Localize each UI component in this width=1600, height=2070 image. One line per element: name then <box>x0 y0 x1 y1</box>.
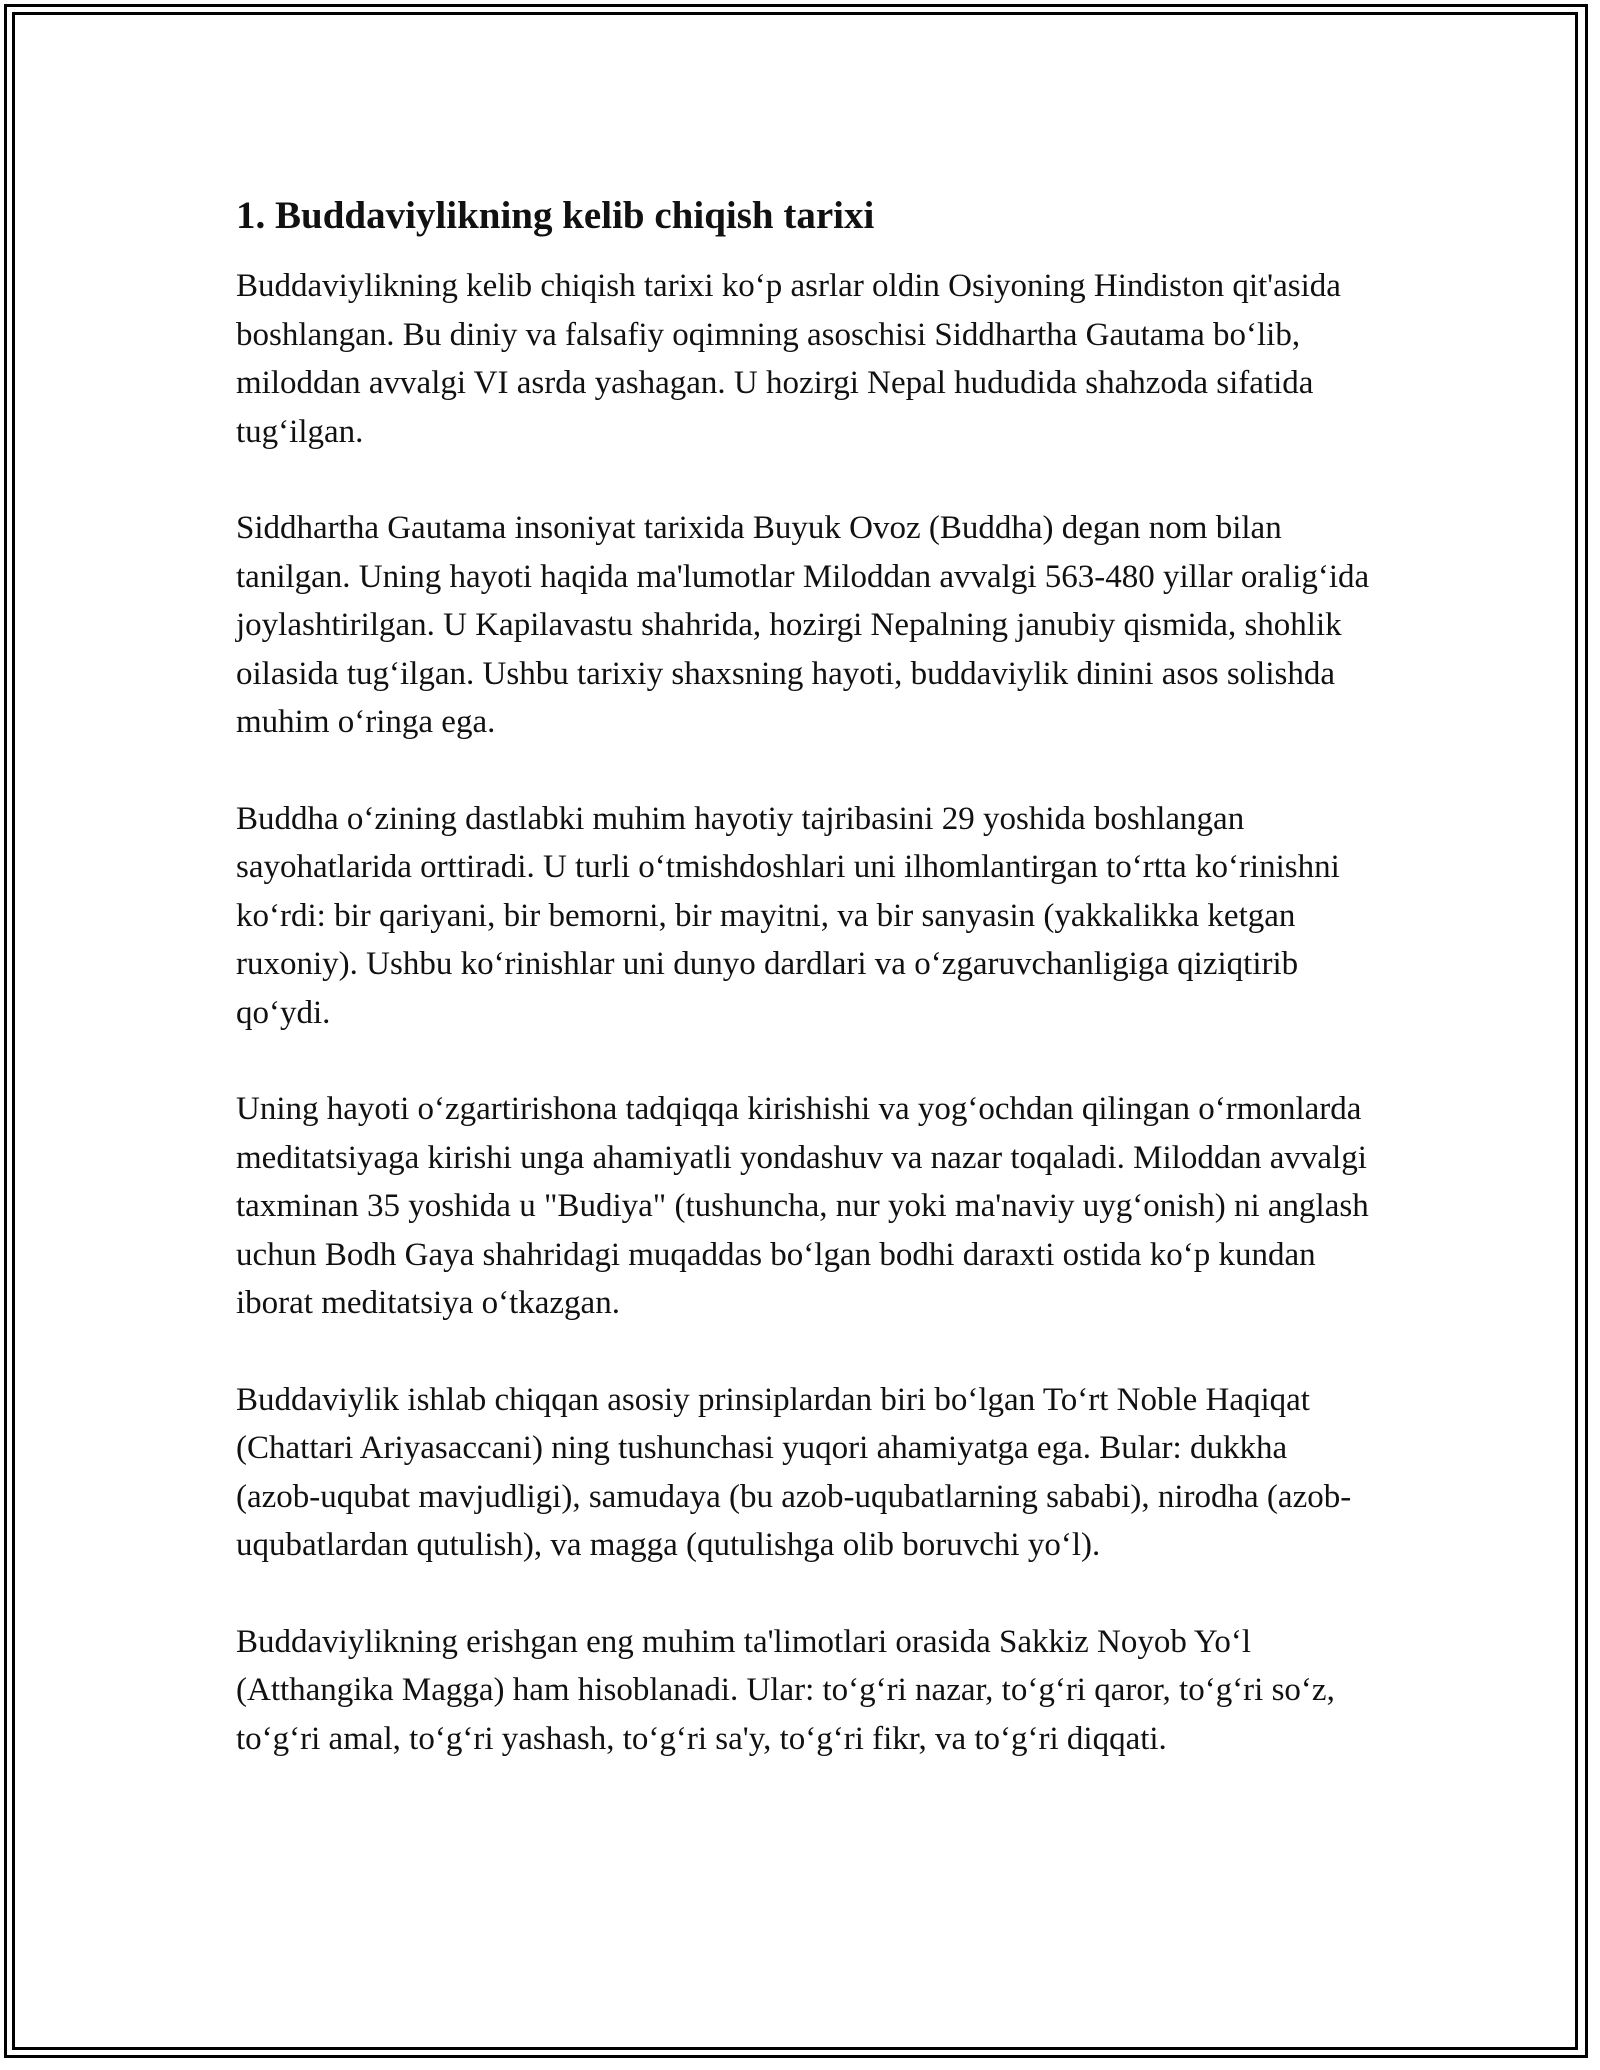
document-body <box>236 188 1371 1811</box>
paragraph-four-sights: Buddha o‘zining dastlabki muhim hayotiy tajribasini 29 yoshida boshlangan sayohatlarida orttiradi. U turli o‘tmishdoshlari uni ilhomlantirgan to‘rtta ko‘rinishni ko‘rdi: bir qariyani, bir bemorni, bir mayitni, va bir sanyasin (yakkalikka ketgan ruxoniy). Ushbu ko‘rinishlar uni dunyo dardlari va o‘zgaruvchanligiga qiziqtirib qo‘ydi. <box>236 800 1340 1031</box>
paragraph-enlightenment: Uning hayoti o‘zgartirishona tadqiqqa kirishishi va yog‘ochdan qilingan o‘rmonlarda meditatsiyaga kirishi unga ahamiyatli yondashuv va nazar toqaladi. Miloddan avvalgi taxminan 35 yoshida u "Budiya" (tushuncha, nur yoki ma'naviy uyg‘onish) ni anglash uchun Bodh Gaya shahridagi muqaddas bo‘lgan bodhi daraxti ostida ko‘p kundan iborat meditatsiya o‘tkazgan. <box>236 1091 1369 1321</box>
paragraph-eightfold-path: Buddaviylikning erishgan eng muhim ta'limotlari orasida Sakkiz Noyob Yo‘l (Atthangika Magga) ham hisoblanadi. Ular: to‘g‘ri nazar, to‘g‘ri qaror, to‘g‘ri so‘z, to‘g‘ri amal, to‘g‘ri yashash, to‘g‘ri sa'y, to‘g‘ri fikr, va to‘g‘ri diqqati. <box>236 1623 1335 1757</box>
paragraph-siddhartha: Siddhartha Gautama insoniyat tarixida Buyuk Ovoz (Buddha) degan nom bilan tanilgan. Uning hayoti haqida ma'lumotlar Miloddan avvalgi 563-480 yillar oralig‘ida joylashtirilgan. U Kapilavastu shahrida, hozirgi Nepalning janubiy qismida, shohlik oilasida tug‘ilgan. Ushbu tarixiy shaxsning hayoti, buddaviylik dinini asos solishda muhim o‘ringa ega. <box>236 510 1370 740</box>
paragraph-four-noble-truths: Buddaviylik ishlab chiqqan asosiy prinsiplardan biri bo‘lgan To‘rt Noble Haqiqat (Chattari Ariyasaccani) ning tushunchasi yuqori ahamiyatga ega. Bular: dukkha (azob-uqubat mavjudligi), samudaya (bu azob-uqubatlarning sababi), nirodha (azob-uqubatlardan qutulish), va magga (qutulishga olib boruvchi yo‘l). <box>236 1381 1352 1563</box>
paragraph-history-origin: Buddaviylikning kelib chiqish tarixi ko‘p asrlar oldin Osiyoning Hindiston qit'asida boshlangan. Bu diniy va falsafiy oqimning asoschisi Siddhartha Gautama bo‘lib, miloddan avvalgi VI asrda yashagan. U hozirgi Nepal hududida shahzoda sifatida tug‘ilgan. <box>236 268 1341 450</box>
section-heading: 1. Buddaviylikning kelib chiqish tarixi <box>236 194 875 237</box>
